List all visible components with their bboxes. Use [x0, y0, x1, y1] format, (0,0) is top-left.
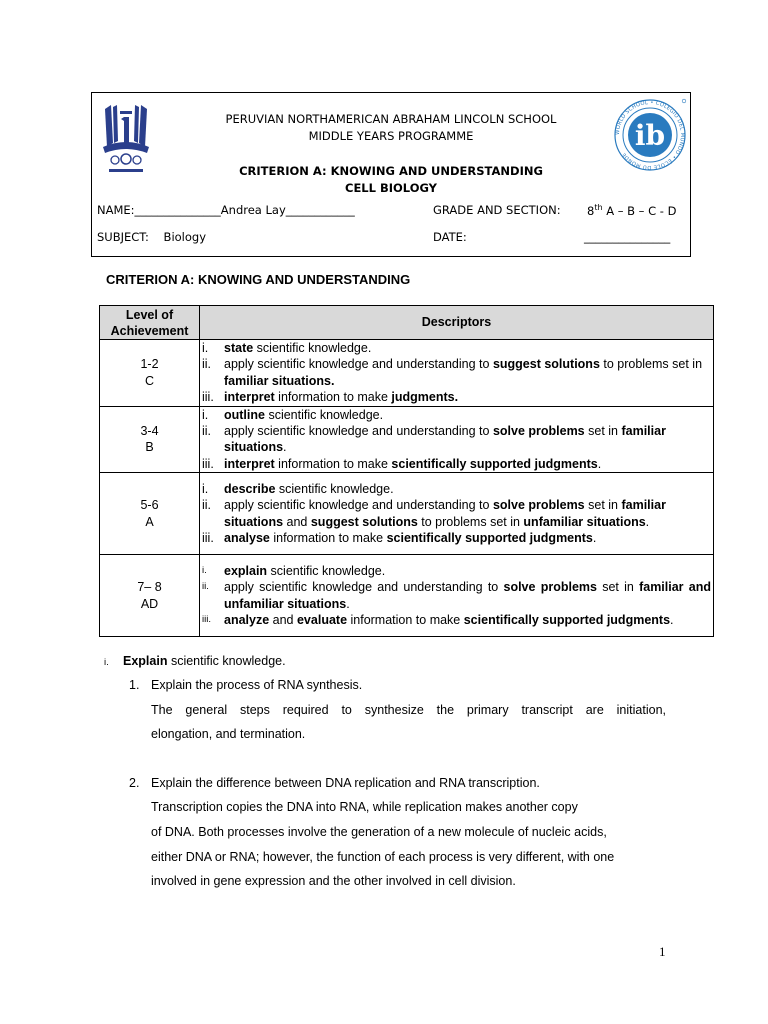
- descriptor-item: [202, 530, 711, 546]
- level-grade: C: [144, 373, 155, 388]
- rubric-header-row: [100, 306, 714, 340]
- descriptor-phrase: information to make: [269, 531, 387, 546]
- criterion-heading: CRITERION A: KNOWING AND UNDERSTANDING: [239, 164, 543, 178]
- grade-sections: 8th A – B – C - D: [587, 203, 677, 218]
- task-line: [104, 654, 286, 668]
- descriptor-phrase: set in: [596, 580, 640, 595]
- answer-2-line-1: Transcription copies the DNA into RNA, while replication makes another copy: [151, 800, 578, 814]
- ib-ring-text: WORLD SCHOOL • COLEGIO DEL MUNDO • ÉCOLE DU MONDE: [614, 99, 686, 171]
- descriptor-keyword: solve problems: [503, 580, 597, 595]
- descriptor-item: [202, 612, 711, 628]
- descriptor-keyword: familiar and unfamiliar situations: [224, 580, 711, 611]
- descriptor-phrase: .: [592, 531, 597, 546]
- descriptor-item: [202, 563, 711, 579]
- descriptor-phrase: .: [670, 613, 674, 628]
- descriptor-marker: iii.: [202, 531, 214, 546]
- descriptor-phrase: .: [645, 514, 650, 529]
- descriptor-phrase: .: [597, 456, 602, 471]
- ib-world-school-logo: [612, 97, 688, 173]
- descriptor-text: [224, 407, 711, 423]
- level-cell: [100, 406, 200, 473]
- school-name: PERUVIAN NORTHAMERICAN ABRAHAM LINCOLN SCHOOL: [225, 112, 557, 126]
- rubric-row: [100, 555, 714, 637]
- descriptor-marker: ii.: [202, 581, 209, 593]
- page-number: 1: [659, 944, 666, 959]
- descriptor-phrase: set in: [584, 424, 622, 439]
- descriptor-keyword: state: [224, 341, 254, 355]
- descriptor-text: [224, 563, 711, 579]
- descriptor-text: [224, 481, 711, 497]
- level-grade: B: [145, 440, 154, 455]
- descriptor-item: [202, 456, 711, 472]
- question-1-number: 1.: [129, 678, 140, 692]
- level-range: 3-4: [140, 424, 159, 439]
- descriptor-marker: i.: [202, 564, 207, 576]
- level-range: 7– 8: [137, 580, 162, 595]
- descriptor-keyword: solve problems: [492, 424, 585, 439]
- descriptor-item: [202, 407, 711, 423]
- descriptor-marker: ii.: [202, 424, 212, 439]
- descriptor-keyword: analyze: [224, 613, 270, 628]
- date-label: DATE:: [433, 230, 467, 244]
- descriptor-text: [224, 456, 711, 472]
- descriptor-phrase: .: [283, 440, 287, 455]
- descriptor-keyword: familiar situations: [224, 424, 666, 455]
- descriptor-keyword: interpret: [224, 390, 275, 405]
- rubric-row: [100, 340, 714, 407]
- descriptor-cell: [200, 340, 714, 407]
- descriptor-cell: [200, 555, 714, 637]
- descriptor-text: [224, 497, 711, 530]
- descriptor-keyword: explain: [224, 563, 268, 578]
- programme-name: MIDDLE YEARS PROGRAMME: [308, 129, 474, 143]
- descriptor-text: [224, 389, 711, 405]
- descriptor-phrase: to problems set in: [599, 357, 703, 372]
- descriptor-keyword: judgments.: [391, 390, 459, 405]
- descriptor-phrase: apply scientific knowledge and understanding to: [224, 424, 493, 439]
- answer-1-line-2: elongation, and termination.: [151, 727, 306, 741]
- descriptor-keyword: suggest solutions: [310, 514, 418, 529]
- student-name-field: NAME:_______________Andrea Lay____________: [97, 203, 355, 217]
- descriptor-keyword: suggest solutions: [492, 357, 600, 372]
- descriptor-keyword: outline: [224, 407, 265, 422]
- descriptor-marker: i.: [202, 481, 209, 496]
- descriptor-marker: i.: [202, 407, 209, 422]
- level-cell: [100, 340, 200, 407]
- descriptor-keyword: describe: [224, 481, 276, 496]
- descriptor-text: [224, 612, 711, 628]
- unit-heading: CELL BIOLOGY: [345, 181, 437, 195]
- descriptor-keyword: analyse: [224, 531, 270, 546]
- subject-field: SUBJECT: Biology: [97, 230, 207, 244]
- answer-2-line-4: involved in gene expression and the other involved in cell division.: [151, 874, 516, 888]
- date-blank: _______________: [584, 230, 671, 244]
- descriptor-item: [202, 579, 711, 612]
- descriptor-phrase: information to make: [274, 390, 392, 405]
- descriptor-phrase: information to make: [347, 613, 464, 628]
- task-marker: i.: [104, 657, 109, 668]
- question-2-number: 2.: [129, 776, 140, 790]
- descriptor-keyword: unfamiliar situations: [523, 514, 646, 529]
- descriptor-cell: [200, 473, 714, 555]
- task-rest: scientific knowledge.: [167, 654, 286, 668]
- descriptor-marker: i.: [202, 341, 209, 355]
- answer-1-line-1: The general steps required to synthesize the primary transcript are initiation,: [151, 703, 666, 717]
- descriptor-item: [202, 356, 711, 389]
- answer-2-line-2: of DNA. Both processes involve the generation of a new molecule of nucleic acids,: [151, 825, 607, 839]
- descriptor-marker: iii.: [202, 614, 211, 626]
- descriptor-phrase: set in: [584, 498, 622, 513]
- level-grade: AD: [140, 596, 159, 611]
- descriptor-phrase: and: [269, 613, 297, 628]
- level-cell: [100, 473, 200, 555]
- descriptor-keyword: familiar situations.: [224, 373, 335, 388]
- descriptor-text: [224, 356, 711, 389]
- rubric-row: [100, 473, 714, 555]
- descriptor-phrase: information to make: [274, 456, 392, 471]
- descriptor-text: [224, 423, 711, 456]
- descriptor-phrase: .: [346, 596, 350, 611]
- descriptor-text: [224, 340, 711, 356]
- task-verb: Explain: [123, 654, 168, 668]
- descriptor-keyword: scientifically supported judgments: [386, 531, 593, 546]
- descriptor-phrase: apply scientific knowledge and understanding to: [224, 357, 493, 372]
- level-range: 5-6: [140, 498, 159, 513]
- descriptor-keyword: evaluate: [296, 613, 348, 628]
- descriptor-marker: iii.: [202, 390, 214, 405]
- descriptor-marker: iii.: [202, 456, 214, 471]
- answer-2-line-3: either DNA or RNA; however, the function of each process is very different, with one: [151, 850, 615, 864]
- descriptor-phrase: to problems set in: [417, 514, 524, 529]
- descriptor-keyword: interpret: [224, 456, 275, 471]
- descriptor-item: [202, 340, 711, 356]
- level-range: 1-2: [140, 357, 159, 372]
- descriptor-item: [202, 389, 711, 405]
- level-column-header: Level of Achievement: [100, 306, 200, 340]
- level-cell: [100, 555, 200, 637]
- rubric-table: [99, 305, 714, 637]
- descriptor-item: [202, 423, 711, 456]
- descriptor-keyword: scientifically supported judgments: [391, 456, 598, 471]
- descriptor-text: [224, 579, 711, 612]
- descriptor-phrase: scientific knowledge.: [267, 563, 386, 578]
- rubric-row: [100, 406, 714, 473]
- descriptor-keyword: familiar situations: [224, 498, 666, 529]
- question-1-text: Explain the process of RNA synthesis.: [151, 678, 363, 692]
- section-title: CRITERION A: KNOWING AND UNDERSTANDING: [106, 272, 411, 287]
- grade-label: GRADE AND SECTION:: [433, 203, 561, 217]
- descriptor-phrase: apply scientific knowledge and understanding to: [224, 498, 493, 513]
- document-header: [91, 92, 691, 257]
- descriptor-keyword: solve problems: [492, 498, 585, 513]
- descriptor-item: [202, 481, 711, 497]
- descriptor-cell: [200, 406, 714, 473]
- ib-logo-text: ib: [634, 119, 666, 152]
- descriptor-phrase: scientific knowledge.: [275, 481, 394, 496]
- descriptor-item: [202, 497, 711, 530]
- descriptor-text: [224, 530, 711, 546]
- descriptor-phrase: scientific knowledge.: [253, 341, 372, 355]
- descriptor-phrase: apply scientific knowledge and understanding to: [224, 580, 504, 595]
- descriptor-phrase: and: [283, 514, 311, 529]
- descriptor-keyword: scientifically supported judgments: [463, 613, 671, 628]
- descriptor-marker: ii.: [202, 357, 212, 372]
- level-grade: A: [145, 514, 154, 529]
- descriptors-column-header: Descriptors: [200, 306, 714, 340]
- question-2-text: Explain the difference between DNA replication and RNA transcription.: [151, 776, 540, 790]
- descriptor-marker: ii.: [202, 498, 212, 513]
- descriptor-phrase: scientific knowledge.: [264, 407, 384, 422]
